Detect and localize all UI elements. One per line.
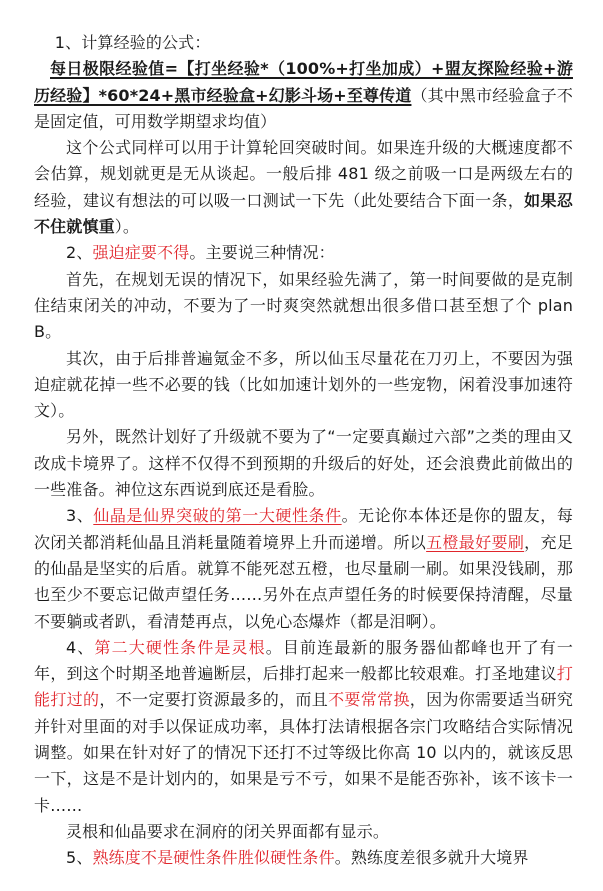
para-text: ，充足的仙晶是坚实的后盾。就算不能死怼五橙，也尽量刷一刷。如果没钱刷，那也至少不要忘记做声望任务……另外在点声望任务的时候要保持清醒，尽量不要躺或者趴，看清楚再点，以免心态爆炸（都是泪啊）。 [34,532,573,631]
section-title: 熟练度不是硬性条件胜似硬性条件 [92,848,335,868]
highlight-text: 打能打过的 [34,664,573,710]
heading-text: 1、计算经验的公式： [54,33,211,52]
section-1-heading [34,30,573,56]
section-2-heading [34,240,573,266]
section-title: 强迫症要不得 [92,243,190,263]
section-4-paragraph [34,635,573,819]
para-text: ，不一定要打资源最多的，而且 [99,690,329,710]
highlight-text: 不要常常换 [328,690,410,710]
highlight-text: 五橙最好要刷 [426,532,525,552]
section-1-paragraph [34,135,573,240]
section-2-paragraph-2: 其次，由于后排普遍氪金不多，所以仙玉尽量花在刀刃上，不要因为强迫症就花掉一些不必要的钱（比如加速计划外的一些宠物，闲着没事加速符文）。 [34,348,573,421]
section-number: 3、 [66,506,94,526]
exp-formula: 每日极限经验值=【打坐经验*（100%+打坐加成）+盟友探险经验+游历经验】*60*24+黑市经验盒+幻影斗场+至尊传道 [34,59,573,105]
para-text: 。无论你本体还是你的盟友，每次闭关都消耗仙晶且消耗量随着境界上升而递增。所以 [34,506,573,552]
para-text: ，因为你需要适当研究并针对里面的对手以保证成功率，具体打法请根据各宗门攻略结合实际情况调整。如果在针对好了的情况下还打不过等级比你高 10 以内的，就该反思一下，这是不是计划内的，如果是亏不亏，如果不是能否弥补，该不该卡一卡…… [34,690,573,815]
formula-paragraph [34,56,573,135]
section-2-paragraph-1: 首先，在规划无误的情况下，如果经验先满了，第一时间要做的是克制住结束闭关的冲动，不要为了一时爽突然就想出很多借口甚至想了个 plan B。 [34,269,573,342]
para-text: ）。 [114,217,140,237]
section-number: 4、 [66,637,95,657]
para-text: 这个公式同样可以用于计算轮回突破时间。如果连升级的大概速度都不会估算，规划就更是无从谈起。一般后排 481 级之前吸一口是两级左右的经验，建议有想法的可以吸一口测试一下先（此处要结合下面一条， [34,138,573,210]
para-text: 。目前连最新的服务器仙都峰也开了有一年，到这个时期圣地普遍断层，后排打起来一般都比较艰难。打圣地建议 [34,637,573,684]
section-title: 仙晶是仙界突破的第一大硬性条件 [93,506,342,526]
para-text: 。熟练度差很多就升大境界 [334,848,529,868]
section-5-paragraph [34,845,573,871]
section-title: 第二大硬性条件是灵根 [94,637,266,657]
section-3-paragraph [34,503,573,634]
section-4-paragraph-2: 灵根和仙晶要求在洞府的闭关界面都有显示。 [66,821,390,841]
formula-note: （其中黑市经验盒子不是固定值，可用数学期望求均值） [34,85,573,131]
section-2-paragraph-3: 另外，既然计划好了升级就不要为了“一定要真巅过六部”之类的理由又改成卡境界了。这样不仅得不到预期的升级后的好处，还会浪费此前做出的一些准备。神位这东西说到底还是看脸。 [34,427,573,500]
emphasis-text: 如果忍不住就慎重 [34,190,573,237]
section-number: 5、 [66,848,93,868]
para-text: 。主要说三种情况： [189,243,335,263]
section-number: 2、 [66,243,93,263]
